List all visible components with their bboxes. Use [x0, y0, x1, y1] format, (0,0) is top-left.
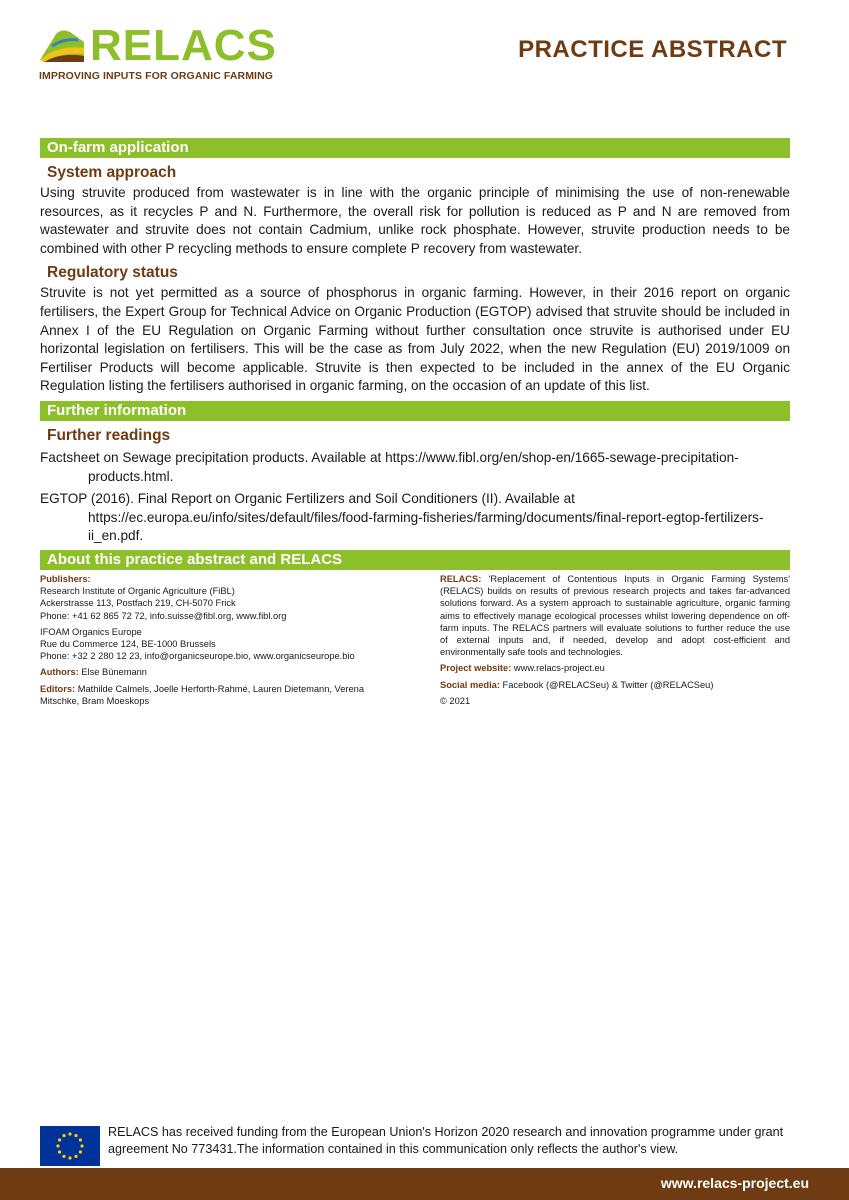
section-further-information: Further information — [40, 401, 790, 421]
copyright: © 2021 — [440, 695, 471, 706]
fibl-name: Research Institute of Organic Agriculture (FiBL) — [40, 586, 235, 597]
editors-label: Editors: — [40, 683, 76, 694]
ifoam-address: Rue du Commerce 124, BE-1000 Brussels — [40, 638, 216, 649]
logo-landscape-icon — [38, 26, 88, 66]
reference-item: EGTOP (2016). Final Report on Organic Fertilizers and Soil Conditioners (II). Available at https://ec.europa.eu/info/sites/default/files/food-farming-fisheries/farming/documents/final-report-egtop-fertilizers-ii_en.pdf. — [40, 491, 764, 544]
system-approach-text: Using struvite produced from wastewater is in line with the organic principle of minimising the use of non-renewable resources, as it recycles P and N. Furthermore, the overall risk for pollution is reduced as P and N are removed from wastewater and struvite does not contain Cadmium, unlike rock phosphate. However, struvite production needs to be combined with other P recycling methods to ensure complete P recovery from wastewater. — [40, 185, 790, 256]
reference-item: Factsheet on Sewage precipitation products. Available at https://www.fibl.org/en/shop-en/1665-sewage-precipitation-products.html. — [40, 449, 739, 484]
authors-value: Else Bünemann — [81, 667, 147, 678]
system-approach-heading: System approach — [47, 164, 177, 181]
eu-flag-icon — [40, 1126, 100, 1166]
social-label: Social media: — [440, 679, 500, 690]
regulatory-status-heading: Regulatory status — [47, 264, 178, 282]
document-type-title: PRACTICE ABSTRACT — [518, 36, 787, 63]
footer-bar — [0, 1168, 849, 1200]
about-right-column — [440, 573, 790, 711]
relacs-label: RELACS: — [440, 573, 482, 584]
website-label: Project website: — [440, 663, 512, 674]
fibl-address: Ackerstrasse 113, Postfach 219, CH-5070 Frick — [40, 598, 236, 609]
logo-wordmark: RELACS — [90, 21, 277, 70]
further-readings-heading: Further readings — [47, 426, 171, 444]
eu-funding-text: RELACS has received funding from the European Union's Horizon 2020 research and innovation programme under grant agreement No 773431.The information contained in this communication only reflects the author's view. — [108, 1125, 784, 1156]
publishers-label: Publishers: — [40, 573, 91, 584]
section-about: About this practice abstract and RELACS — [40, 550, 790, 570]
main-content — [40, 138, 790, 733]
editors-value: Mathilde Calmels, Joelle Herforth-Rahmé, Lauren Dietemann, Verena Mitschke, Bram Moeskops — [40, 683, 364, 706]
about-columns — [40, 573, 790, 733]
website-link[interactable]: www.relacs-project.eu — [513, 663, 605, 674]
logo-tagline: IMPROVING INPUTS FOR ORGANIC FARMING — [39, 70, 274, 82]
eu-funding-notice — [40, 1124, 790, 1168]
ifoam-name: IFOAM Organics Europe — [40, 626, 142, 637]
social-links[interactable]: Facebook (@RELACSeu) & Twitter (@RELACSeu) — [502, 679, 714, 690]
regulatory-status-text: Struvite is not yet permitted as a source of phosphorus in organic farming. However, in their 2016 report on organic fertilisers, the Expert Group for Technical Advice on Organic Production (EGTOP) advised that struvite should be included in Annex I of the EU Regulation on Organic Farming without further consultation once struvite is authorised under EU horizontal legislation on fertilisers. This will be the case as from July 2022, when the new Regulation (EU) 2019/1009 on Fertiliser Products will become applicable. Struvite is then expected to be included in the annex of the EU Organic Regulation listing the fertilisers authorised in organic farming, on the occasion of an update of this list. — [40, 285, 790, 394]
relacs-logo — [38, 21, 298, 88]
relacs-description: 'Replacement of Contentious Inputs in Organic Farming Systems' (RELACS) builds on results of previous research projects and takes far-advanced solutions forward. As a system approach to sustainable agriculture, organic farming aims to effectively manage ecological processes whilst lowering dependence on off-farm inputs. The RELACS partners will evaluate solutions to further reduce the use of external inputs and, if needed, develop and adopt cost-efficient and environmentally safe tools and technologies. — [440, 573, 790, 658]
section-on-farm-application: On-farm application — [40, 138, 790, 158]
authors-label: Authors: — [40, 667, 79, 678]
footer-website-link[interactable]: www.relacs-project.eu — [660, 1175, 809, 1191]
ifoam-contact: Phone: +32 2 280 12 23, info@organicseurope.bio, www.organicseurope.bio — [40, 651, 355, 662]
page-header — [0, 0, 849, 100]
fibl-contact: Phone: +41 62 865 72 72, info.suisse@fibl.org, www.fibl.org — [40, 610, 287, 621]
about-left-column — [40, 573, 380, 711]
